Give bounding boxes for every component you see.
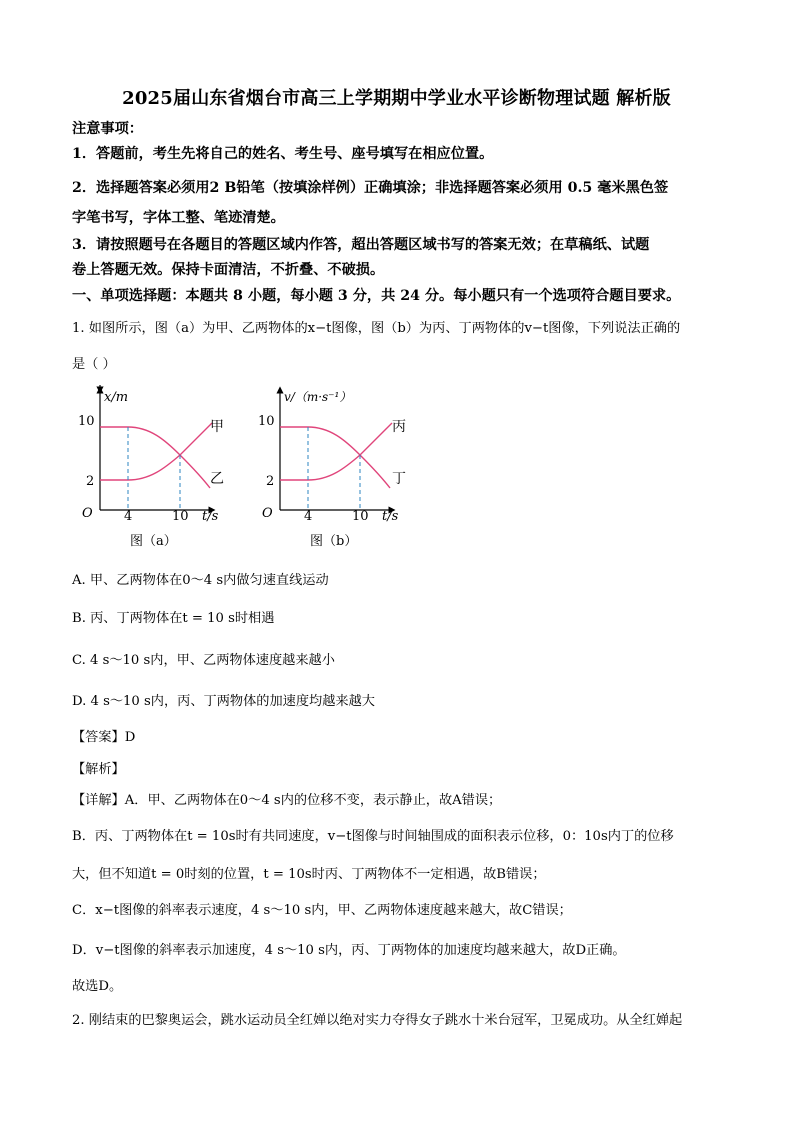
figure-a-label-jia: 甲 — [210, 419, 224, 435]
figure-a-x-tick-10: 10 — [172, 509, 189, 524]
figure-a-y-tick-10: 10 — [78, 414, 95, 429]
figure-b-y-tick-2: 2 — [266, 474, 275, 489]
figure-b-y-tick-10: 10 — [258, 414, 275, 429]
notice-item-2-line-1: 2．选择题答案必须用2 B铅笔（按填涂样例）正确填涂；非选择题答案必须用 0.5 毫米黑色签 — [72, 180, 669, 196]
figure-a-curve-upper — [100, 427, 210, 488]
figure-a-y-label: x/m — [104, 390, 129, 405]
notice-item-1: 1．答题前，考生先将自己的姓名、考生号、座号填写在相应位置。 — [72, 146, 494, 162]
notice-item-2-line-2: 字笔书写，字体工整、笔迹清楚。 — [72, 210, 285, 226]
question-1-conclusion: 故选D。 — [72, 979, 123, 994]
question-1-stem-line-1: 1. 如图所示，图（a）为甲、乙两物体的x−t图像，图（b）为丙、丁两物体的v−t图像，下列说法正确的 — [72, 321, 681, 336]
figure-a-caption: 图（a） — [130, 534, 177, 549]
figure-pair — [70, 385, 430, 555]
figure-b — [258, 390, 406, 549]
question-1-detail-b-line-1: B．丙、丁两物体在t = 10s时有共同速度，v−t图像与时间轴围成的面积表示位移，0：10s内丁的位移 — [72, 829, 674, 844]
figure-b-caption: 图（b） — [310, 534, 358, 549]
figure-a-x-tick-4: 4 — [124, 509, 133, 524]
figure-b-x-tick-10: 10 — [352, 509, 369, 524]
figure-a-y-tick-2: 2 — [86, 474, 95, 489]
section-heading: 一、单项选择题：本题共 8 小题，每小题 3 分，共 24 分。每小题只有一个选项符合题目要求。 — [72, 288, 681, 304]
figure-a-origin: O — [82, 506, 93, 521]
question-1-figures — [70, 385, 430, 559]
question-1-option-b: B. 丙、丁两物体在t = 10 s时相遇 — [72, 611, 275, 626]
question-1-answer: 【答案】D — [72, 730, 136, 745]
question-1-stem-line-2: 是（ ） — [72, 357, 116, 372]
question-1-option-a: A. 甲、乙两物体在0～4 s内做匀速直线运动 — [72, 573, 329, 588]
notice-heading: 注意事项： — [72, 121, 143, 137]
question-1-detail-c: C．x−t图像的斜率表示速度，4 s～10 s内，甲、乙两物体速度越来越大，故C错误； — [72, 903, 572, 918]
question-1-option-d: D. 4 s～10 s内，丙、丁两物体的加速度均越来越大 — [72, 694, 375, 709]
page-title: 2025届山东省烟台市高三上学期期中学业水平诊断物理试题 解析版 — [122, 88, 671, 109]
figure-b-y-label: v/（m·s⁻¹） — [284, 390, 352, 404]
figure-a-label-yi: 乙 — [210, 471, 224, 487]
figure-b-label-ding: 丁 — [392, 471, 406, 487]
notice-item-3-line-2: 卷上答题无效。保持卡面清洁，不折叠、不破损。 — [72, 262, 385, 278]
figure-b-x-label: t/s — [382, 509, 399, 524]
figure-b-curve-upper — [280, 427, 390, 488]
figure-b-origin: O — [262, 506, 273, 521]
notice-item-3-line-1: 3．请按照题号在各题目的答题区域内作答，超出答题区域书写的答案无效；在草稿纸、试题 — [72, 237, 650, 253]
figure-a-x-label: t/s — [202, 509, 219, 524]
question-1-analysis-heading: 【解析】 — [72, 762, 125, 777]
question-1-detail-b-line-2: 大，但不知道t = 0时刻的位置，t = 10s时丙、丁两物体不一定相遇，故B错误； — [72, 867, 546, 882]
figure-a — [78, 385, 224, 549]
question-1-detail-d: D．v−t图像的斜率表示加速度，4 s～10 s内，丙、丁两物体的加速度均越来越大，故D正确。 — [72, 943, 626, 958]
question-2-stem-line-1: 2. 刚结束的巴黎奥运会，跳水运动员全红婵以绝对实力夺得女子跳水十米台冠军，卫冕成功。从全红婵起 — [72, 1013, 683, 1028]
figure-b-x-tick-4: 4 — [304, 509, 313, 524]
question-1-detail-a: 【详解】A．甲、乙两物体在0～4 s内的位移不变，表示静止，故A错误； — [72, 793, 502, 808]
question-1-option-c: C. 4 s～10 s内，甲、乙两物体速度越来越小 — [72, 653, 335, 668]
figure-b-label-bing: 丙 — [392, 419, 406, 435]
